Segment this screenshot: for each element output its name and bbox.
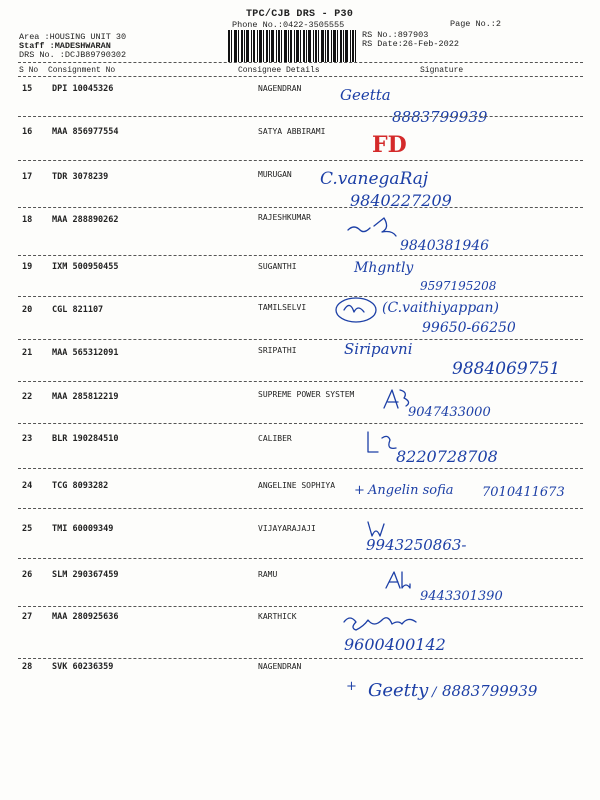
svg-text:9840227209: 9840227209 xyxy=(350,191,452,210)
row-consignment: MAA 565312091 xyxy=(52,348,119,358)
divider xyxy=(18,160,583,161)
row-sno: 21 xyxy=(22,348,33,358)
signature xyxy=(340,336,590,380)
row-consignment: TMI 60009349 xyxy=(52,524,114,534)
signature xyxy=(360,424,560,468)
svg-text:9597195208: 9597195208 xyxy=(420,279,497,293)
divider xyxy=(18,116,583,117)
row-consignee: CALIBER xyxy=(258,434,292,443)
divider xyxy=(18,468,583,469)
phone-number: Phone No.:0422-3505555 xyxy=(232,20,345,30)
divider xyxy=(18,76,583,77)
divider xyxy=(18,558,583,559)
svg-text:C.vanegaRaj: C.vanegaRaj xyxy=(320,169,429,189)
row-sno: 27 xyxy=(22,612,33,622)
rs-number: RS No.:897903 xyxy=(362,30,429,40)
signature xyxy=(360,512,560,556)
svg-text:(C.vaithiyappan): (C.vaithiyappan) xyxy=(382,300,499,316)
signature xyxy=(340,608,560,658)
drs-number: DRS No. :DCJB89790302 xyxy=(19,50,127,60)
svg-text:8883799939: 8883799939 xyxy=(392,108,488,126)
row-consignment: TCG 8093282 xyxy=(52,481,109,491)
row-consignee: SUPREME POWER SYSTEM xyxy=(258,390,355,399)
row-consignment: SVK 60236359 xyxy=(52,662,114,672)
row-sno: 15 xyxy=(22,84,33,94)
barcode-icon xyxy=(228,30,356,62)
sheet-title: TPC/CJB DRS - P30 xyxy=(246,9,354,20)
row-consignment: MAA 285812219 xyxy=(52,392,119,402)
svg-text:Angelin sofia: Angelin sofia xyxy=(368,483,454,498)
row-sno: 20 xyxy=(22,305,33,315)
row-consignment: SLM 290367459 xyxy=(52,570,119,580)
row-sno: 25 xyxy=(22,524,33,534)
svg-text:9600400142: 9600400142 xyxy=(344,635,446,654)
divider xyxy=(18,606,583,607)
staff-label: Staff :MADESHWARAN xyxy=(19,41,111,51)
svg-text:8883799939: 8883799939 xyxy=(442,682,538,700)
row-sno: 17 xyxy=(22,172,33,182)
svg-text:9047433000: 9047433000 xyxy=(408,405,491,420)
row-consignee: SRIPATHI xyxy=(258,346,297,355)
row-consignment: TDR 3078239 xyxy=(52,172,109,182)
divider xyxy=(18,207,583,208)
row-consignee: SATYA ABBIRAMI xyxy=(258,127,326,136)
svg-text:Geetty: Geetty xyxy=(368,680,429,701)
area-label: Area :HOUSING UNIT 30 xyxy=(19,32,127,42)
svg-text:99650-66250: 99650-66250 xyxy=(422,320,516,336)
row-consignee: ANGELINE SOPHIYA xyxy=(258,481,336,490)
row-consignment: BLR 190284510 xyxy=(52,434,119,444)
signature xyxy=(330,84,550,128)
column-header-consignment: Consignment No xyxy=(48,66,116,75)
svg-text:8220728708: 8220728708 xyxy=(396,447,498,466)
signature xyxy=(340,212,560,256)
row-consignee: RAMU xyxy=(258,570,278,579)
signature xyxy=(318,162,548,210)
row-consignee: KARTHICK xyxy=(258,612,297,621)
row-consignment: IXM 500950455 xyxy=(52,262,119,272)
svg-text:Mhgntly: Mhgntly xyxy=(354,260,414,276)
row-sno: 19 xyxy=(22,262,33,272)
row-consignment: MAA 288890262 xyxy=(52,215,119,225)
row-sno: 24 xyxy=(22,481,33,491)
row-consignee: SUGANTHI xyxy=(258,262,297,271)
svg-text:9884069751: 9884069751 xyxy=(452,359,561,379)
svg-text:+: + xyxy=(354,483,365,498)
row-consignee: TAMILSELVI xyxy=(258,303,307,312)
signature xyxy=(378,382,558,426)
row-sno: 23 xyxy=(22,434,33,444)
row-consignment: MAA 856977554 xyxy=(52,127,119,137)
row-consignee: NAGENDRAN xyxy=(258,84,302,93)
svg-text:9840381946: 9840381946 xyxy=(400,238,490,254)
divider xyxy=(18,508,583,509)
svg-text:+: + xyxy=(346,679,357,694)
svg-text:7010411673: 7010411673 xyxy=(482,485,565,500)
row-consignment: DPI 10045326 xyxy=(52,84,114,94)
row-consignee: MURUGAN xyxy=(258,170,292,179)
row-consignee: VIJAYARAJAJI xyxy=(258,524,316,533)
row-sno: 28 xyxy=(22,662,33,672)
svg-text:Geetta: Geetta xyxy=(340,86,391,104)
svg-text:Siripavni: Siripavni xyxy=(344,340,413,358)
divider xyxy=(18,658,583,659)
row-sno: 16 xyxy=(22,127,33,137)
delivery-remark xyxy=(370,128,430,162)
page-number: Page No.:2 xyxy=(450,19,502,29)
column-header-signature: Signature xyxy=(420,66,464,75)
signature xyxy=(344,668,584,708)
row-consignee: NAGENDRAN xyxy=(258,662,302,671)
row-consignment: CGL 821107 xyxy=(52,305,104,315)
column-header-consignee: Consignee Details xyxy=(238,66,320,75)
row-sno: 26 xyxy=(22,570,33,580)
rs-date: RS Date:26-Feb-2022 xyxy=(362,39,459,49)
column-header-sno: S No xyxy=(19,66,39,75)
signature xyxy=(380,566,550,606)
signature xyxy=(350,478,590,504)
svg-text:/: / xyxy=(432,685,437,700)
row-consignee: RAJESHKUMAR xyxy=(258,213,311,222)
divider xyxy=(18,62,583,63)
svg-text:9943250863-: 9943250863- xyxy=(366,536,467,554)
row-sno: 18 xyxy=(22,215,33,225)
row-consignment: MAA 280925636 xyxy=(52,612,119,622)
svg-text:FD: FD xyxy=(372,132,407,158)
signature xyxy=(330,290,560,338)
svg-text:9443301390: 9443301390 xyxy=(420,589,503,604)
row-sno: 22 xyxy=(22,392,33,402)
